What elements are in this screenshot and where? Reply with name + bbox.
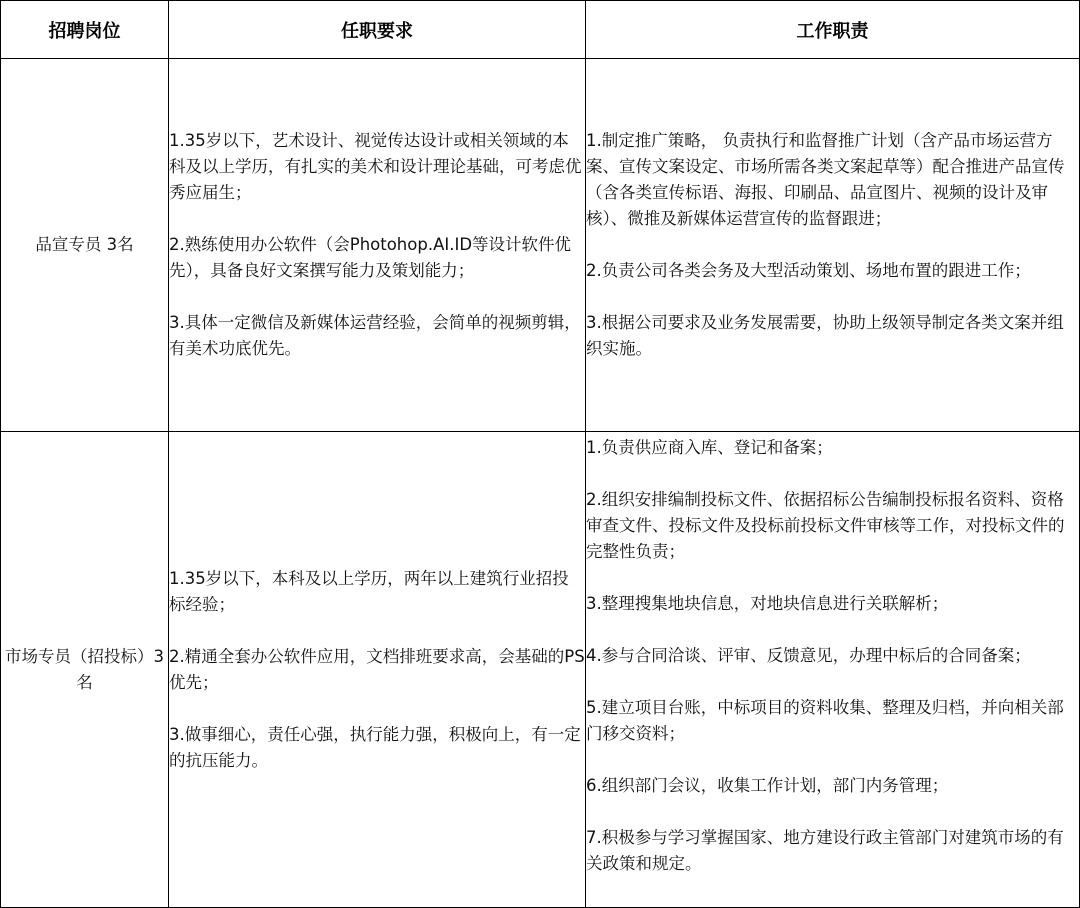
duty-item: 6.组织部门会议，收集工作计划，部门内务管理；: [586, 776, 949, 795]
table-row: [1, 432, 1080, 908]
duty-item: 1.负责供应商入库、登记和备案；: [586, 438, 833, 457]
position-title: 品宣专员 3名: [35, 235, 134, 254]
table-row: [1, 59, 1080, 432]
requirement-item: 3.做事细心，责任心强，执行能力强，积极向上，有一定的抗压能力。: [169, 724, 581, 770]
position-cell: [1, 432, 169, 908]
duty-item: 1.制定推广策略， 负责执行和监督推广计划（含产品市场运营方案、宣传文案设定、市场所需各类文案起草等）配合推进产品宣传（含各类宣传标语、海报、印刷品、品宣图片、视频的设计及审核）、微推及新媒体运营宣传的监督跟进；: [586, 131, 1065, 228]
header-position: 招聘岗位: [1, 1, 169, 59]
table-header-row: [1, 1, 1080, 59]
duty-item: 3.整理搜集地块信息，对地块信息进行关联解析；: [586, 594, 949, 613]
position-cell: [1, 59, 169, 432]
requirement-item: 2.精通全套办公软件应用，文档排班要求高，会基础的PS优先；: [169, 646, 585, 692]
requirement-item: 1.35岁以下，艺术设计、视觉传达设计或相关领域的本科及以上学历，有扎实的美术和设计理论基础，可考虑优秀应届生；: [169, 131, 582, 202]
requirement-item: 1.35岁以下，本科及以上学历，两年以上建筑行业招投标经验；: [169, 568, 569, 614]
duty-item: 4.参与合同洽谈、评审、反馈意见，办理中标后的合同备案；: [586, 646, 1031, 665]
requirement-item: 3.具体一定微信及新媒体运营经验，会简单的视频剪辑，有美术功底优先。: [169, 313, 581, 358]
duty-item: 2.负责公司各类会务及大型活动策划、场地布置的跟进工作；: [586, 261, 1031, 280]
duty-item: 5.建立项目台账，中标项目的资料收集、整理及归档，并向相关部门移交资料；: [586, 698, 1064, 743]
header-duties: 工作职责: [586, 1, 1080, 59]
requirement-item: 2.熟练使用办公软件（会Photohop.AI.ID等设计软件优先），具备良好文案撰写能力及策划能力；: [169, 235, 572, 280]
requirements-cell: [169, 59, 586, 432]
duty-item: 2.组织安排编制投标文件、依据招标公告编制投标报名资料、资格审查文件、投标文件及投标前投标文件审核等工作，对投标文件的完整性负责；: [586, 490, 1065, 561]
requirements-cell: [169, 432, 586, 908]
duties-cell: [586, 432, 1080, 908]
duties-cell: [586, 59, 1080, 432]
header-requirements: 任职要求: [169, 1, 586, 59]
duty-item: 7.积极参与学习掌握国家、地方建设行政主管部门对建筑市场的有关政策和规定。: [586, 828, 1064, 873]
duty-item: 3.根据公司要求及业务发展需要，协助上级领导制定各类文案并组织实施。: [586, 313, 1064, 358]
position-title: 市场专员（招投标）3名: [5, 646, 164, 692]
